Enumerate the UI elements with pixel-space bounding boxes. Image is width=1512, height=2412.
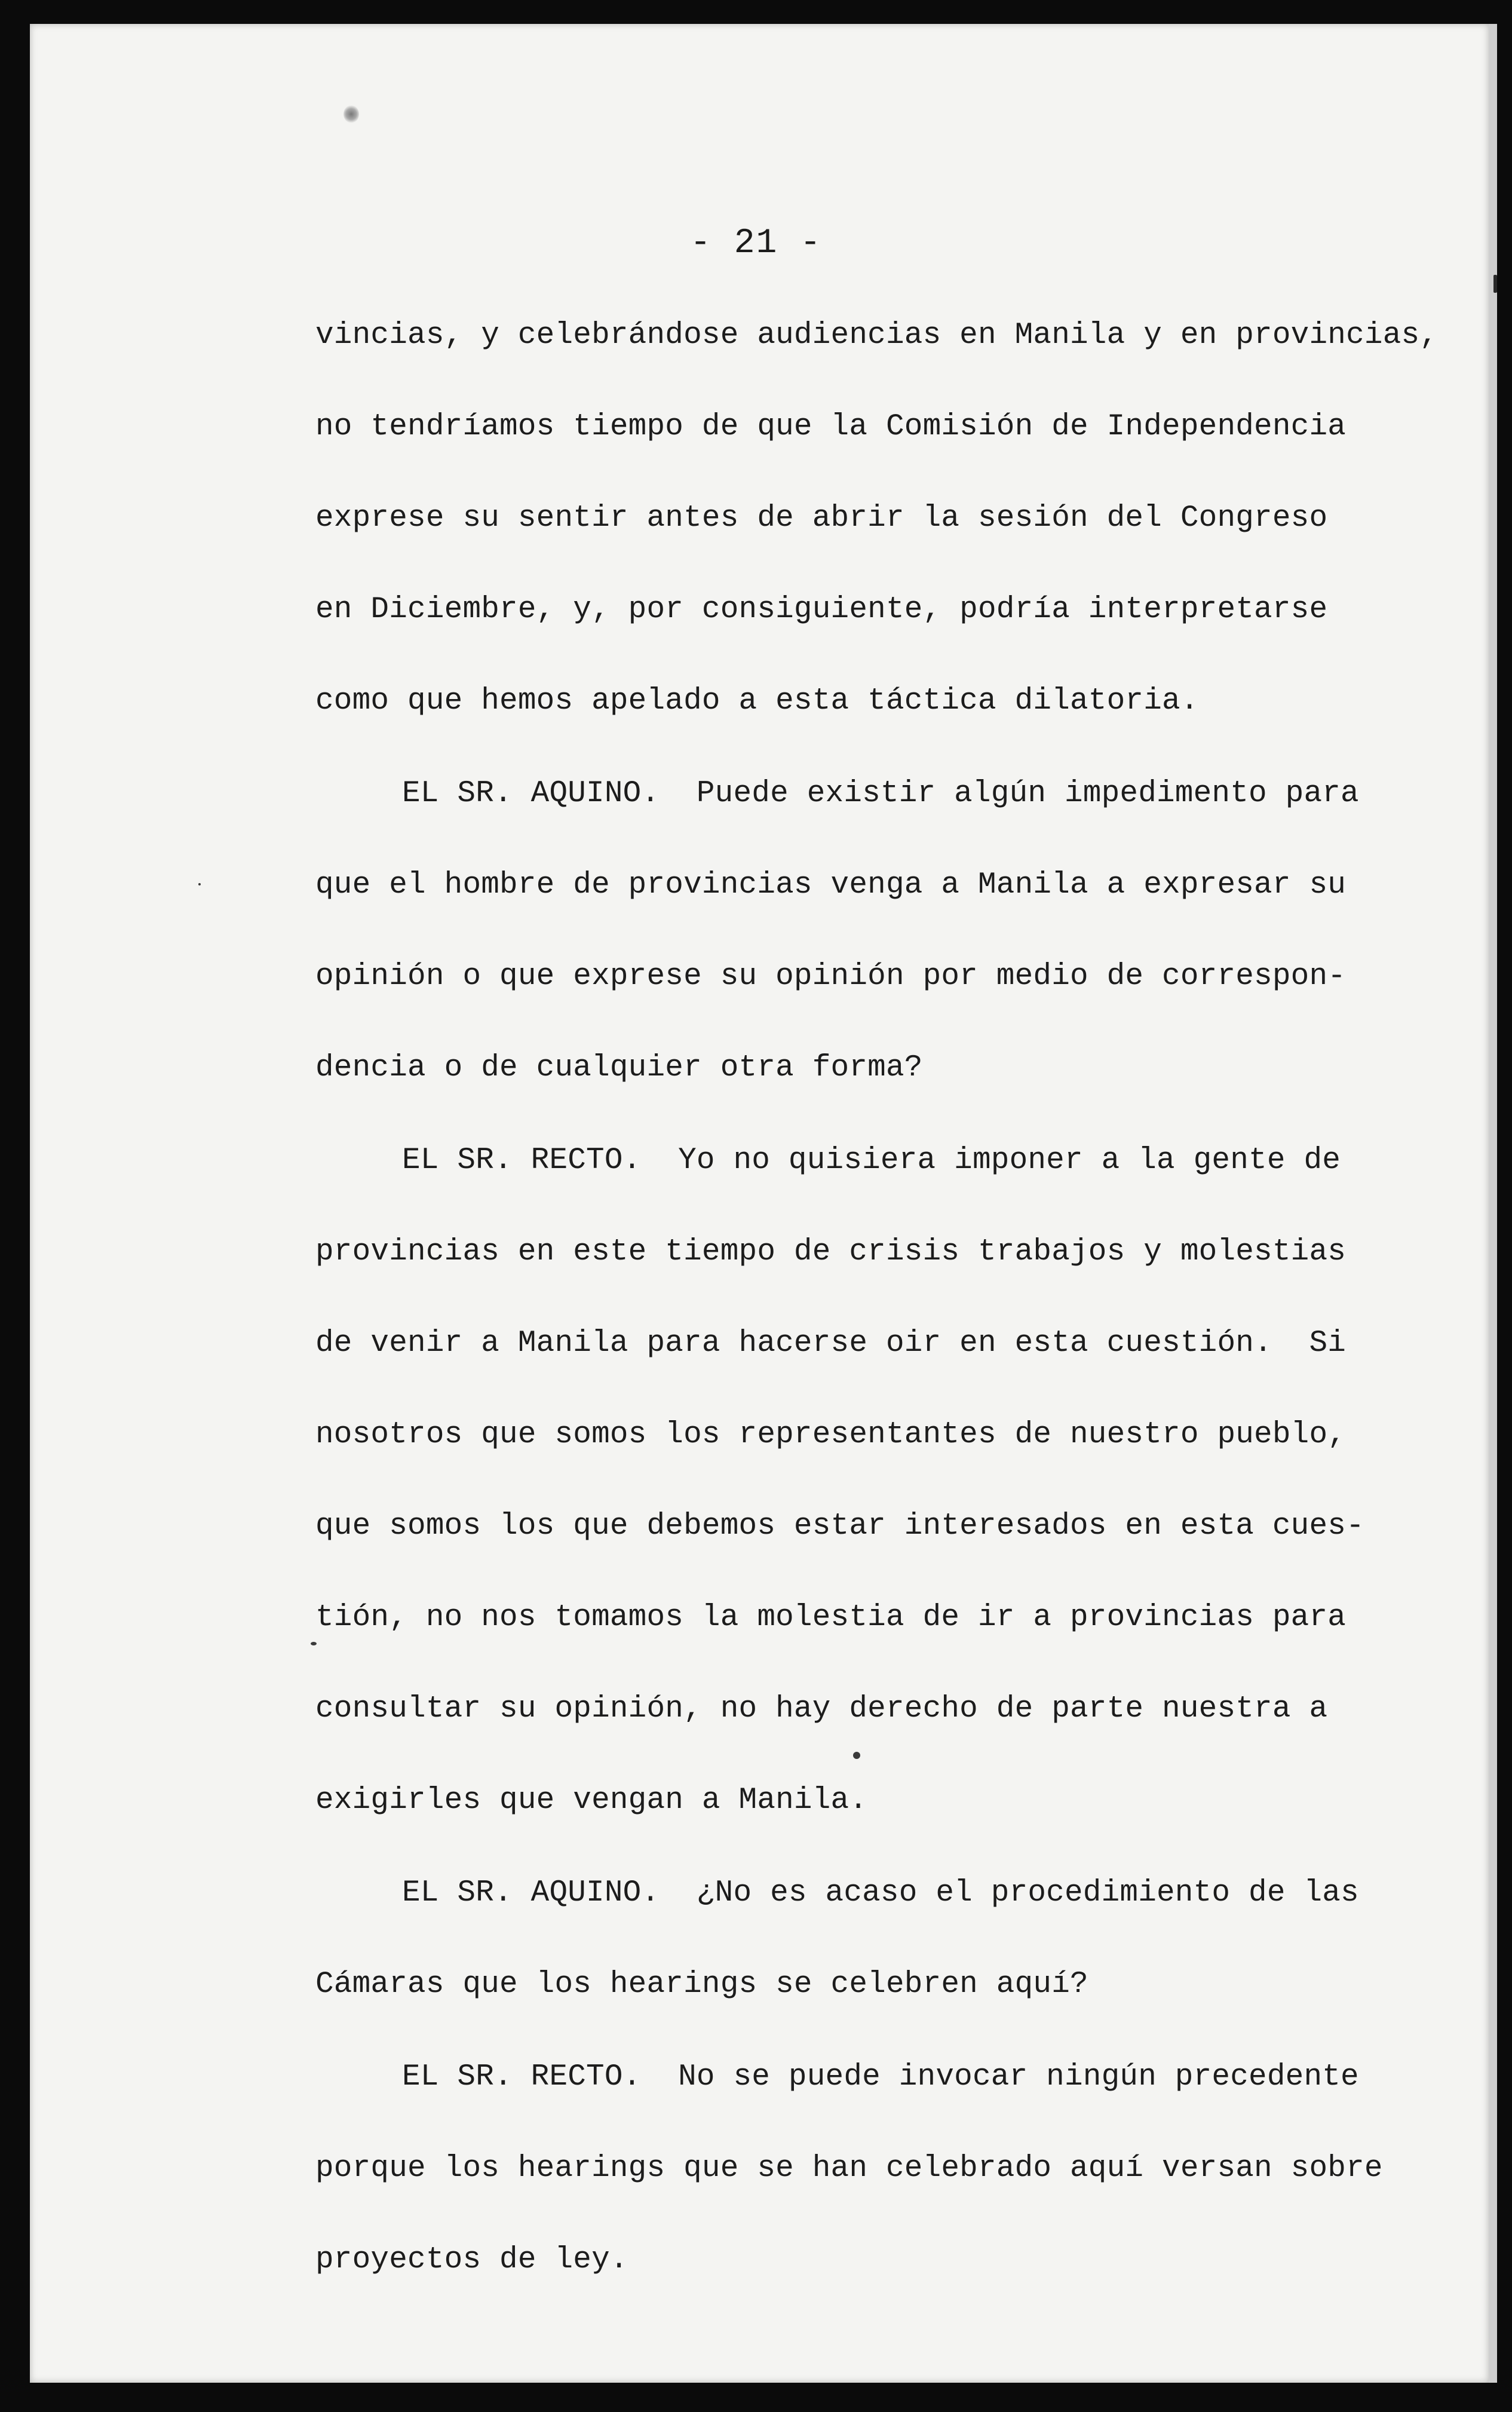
text-line: consultar su opinión, no hay derecho de parte nuestra a	[315, 1692, 1328, 1726]
text-line: opinión o que exprese su opinión por medio de correspon-	[315, 960, 1347, 994]
text-line: Cámaras que los hearings se celebren aquí?	[315, 1967, 1088, 2002]
text-line: nosotros que somos los representantes de nuestro pueblo,	[315, 1418, 1347, 1452]
ink-speck	[311, 1642, 317, 1645]
page-number: - 21 -	[690, 224, 822, 263]
ink-smudge	[344, 105, 359, 123]
page-edge	[1489, 24, 1497, 2383]
text-line: que somos los que debemos estar interesados en esta cues-	[315, 1509, 1364, 1543]
text-line: en Diciembre, y, por consiguiente, podría interpretarse	[315, 593, 1328, 627]
text-line: exigirles que vengan a Manila.	[315, 1783, 868, 1818]
text-line: vincias, y celebrándose audiencias en Manila y en provincias,	[315, 318, 1439, 353]
document-page	[30, 24, 1489, 2383]
edge-mark	[1493, 275, 1497, 293]
text-line: que el hombre de provincias venga a Manila a expresar su	[315, 868, 1347, 902]
text-line: como que hemos apelado a esta táctica dilatoria.	[315, 684, 1199, 718]
text-line: exprese su sentir antes de abrir la sesión del Congreso	[315, 501, 1328, 535]
ink-speck	[853, 1752, 860, 1759]
text-line: proyectos de ley.	[315, 2243, 628, 2277]
speaker-line: EL SR. AQUINO. ¿No es acaso el procedimiento de las	[402, 1876, 1359, 1910]
text-line: provincias en este tiempo de crisis trabajos y molestias	[315, 1235, 1347, 1269]
speaker-line: EL SR. AQUINO. Puede existir algún impedimento para	[402, 777, 1359, 811]
text-line: no tendríamos tiempo de que la Comisión de Independencia	[315, 410, 1347, 444]
text-line: dencia o de cualquier otra forma?	[315, 1051, 923, 1085]
text-line: de venir a Manila para hacerse oir en esta cuestión. Si	[315, 1326, 1347, 1360]
speaker-line: EL SR. RECTO. No se puede invocar ningún precedente	[402, 2060, 1359, 2094]
text-line: porque los hearings que se han celebrado aquí versan sobre	[315, 2152, 1383, 2186]
ink-speck	[198, 883, 201, 885]
speaker-line: EL SR. RECTO. Yo no quisiera imponer a la gente de	[402, 1144, 1341, 1178]
text-line: tión, no nos tomamos la molestia de ir a provincias para	[315, 1601, 1347, 1635]
